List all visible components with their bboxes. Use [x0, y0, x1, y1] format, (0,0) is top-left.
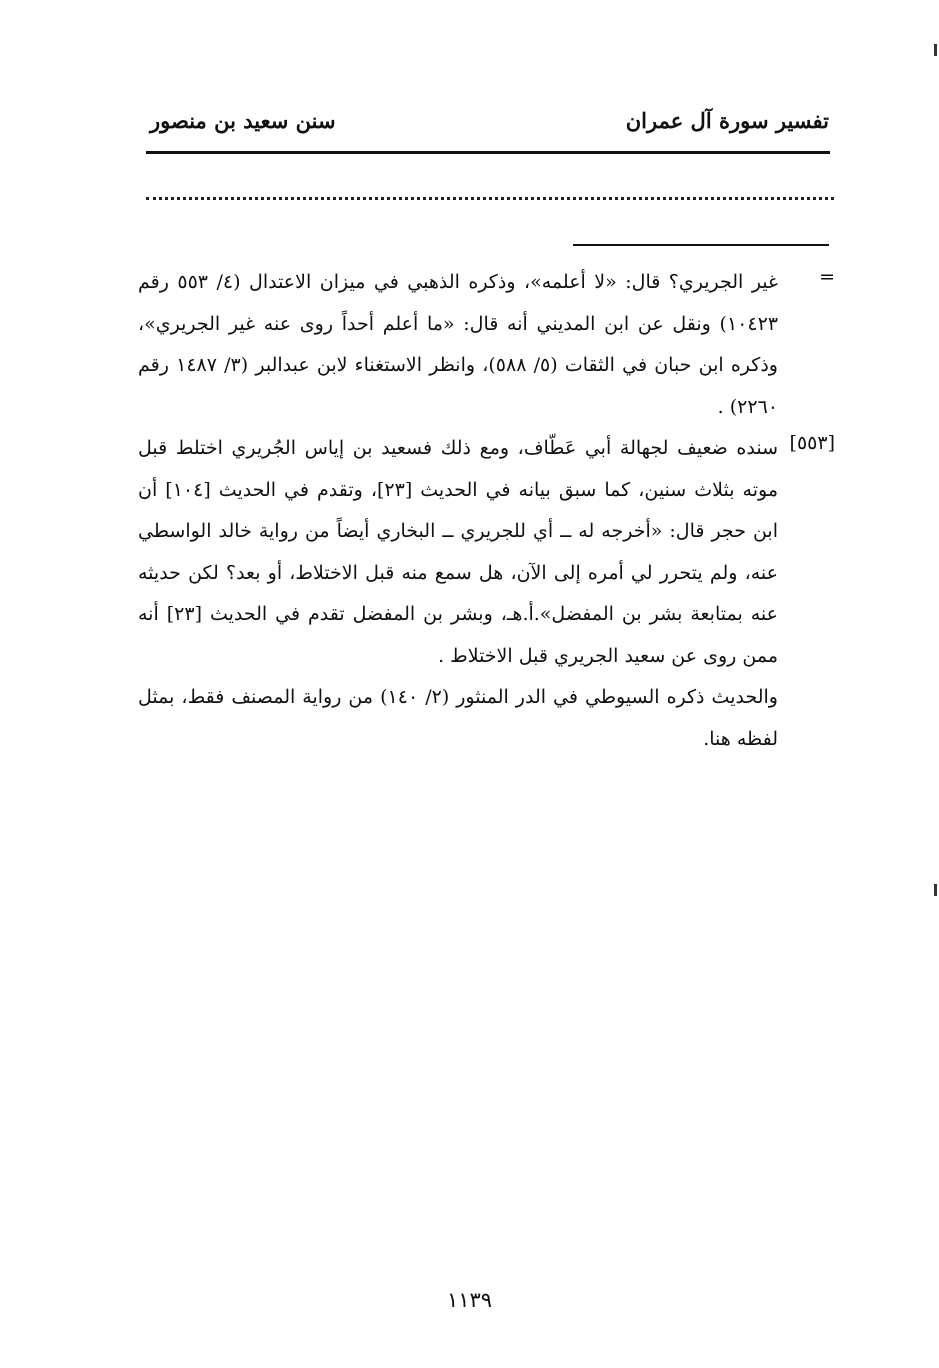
footnotes-body	[138, 262, 778, 760]
header-rule	[146, 151, 830, 154]
book-title: سنن سعيد بن منصور	[150, 108, 336, 133]
footnote-paragraph-2: والحديث ذكره السيوطي في الدر المنثور (٢/ ١٤٠) من رواية المصنف فقط، بمثل لفظه هنا.	[138, 686, 778, 750]
scan-mark	[934, 884, 937, 896]
footnote-paragraph: سنده ضعيف لجهالة أبي عَطّاف، ومع ذلك فسعيد بن إياس الجُريري اختلط قبل موته بثلاث سنين، كما سبق بيانه في الحديث [٢٣]، وتقدم في الحديث [١٠٤] أن ابن حجر قال: «أخرجه له ــ أي للجريري ــ البخاري أيضاً من رواية خالد الواسطي عنه، ولم يتحرر لي أمره إلى الآن، هل سمع منه قبل الاختلاط، أو بعد؟ لكن حديثه عنه بمتابعة بشر بن المفضل».أ.هـ، وبشر بن المفضل تقدم في الحديث [٢٣] أنه ممن روى عن سعيد الجريري قبل الاختلاط .	[138, 437, 778, 667]
continuation-paragraph: غير الجريري؟ قال: «لا أعلمه»، وذكره الذهبي في ميزان الاعتدال (٤/ ٥٥٣ رقم ١٠٤٢٣) ونقل عن ابن المديني أنه قال: «ما أعلم أحداً روى عنه غير الجريري»، وذكره ابن حبان في الثقات (٥/ ٥٨٨)، وانظر الاستغناء لابن عبدالبر (٣/ ١٤٨٧ رقم ٢٢٦٠) .	[138, 271, 778, 418]
footnote-number: [٥٥٣]	[789, 432, 835, 454]
scan-mark	[934, 44, 937, 56]
footnote-rule	[573, 244, 829, 246]
page-number: ١١٣٩	[446, 1288, 493, 1312]
continuation-marker: =	[819, 266, 835, 288]
dotted-separator	[146, 197, 834, 210]
chapter-title: تفسير سورة آل عمران	[625, 108, 829, 133]
